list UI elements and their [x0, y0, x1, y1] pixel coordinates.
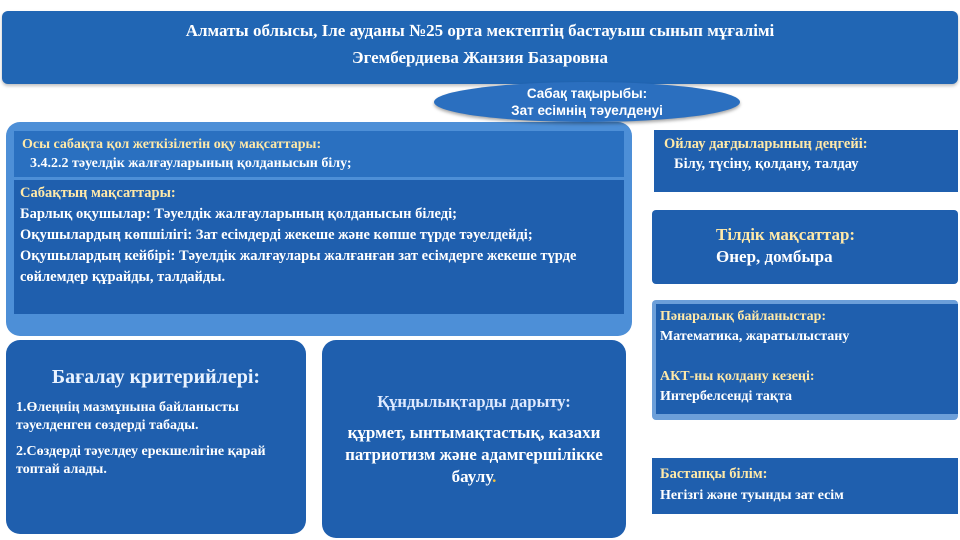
topic-label: Сабақ тақырыбы:: [526, 86, 648, 101]
language-objectives-box: [652, 210, 958, 284]
cross-curricular-box: [656, 304, 958, 414]
topic-value: Зат есімнің тәуелденуі: [511, 103, 663, 118]
values-period: .: [492, 467, 497, 486]
ict-title: АКТ-ны қолдану кезеңі:: [660, 369, 815, 384]
lesson-objective-most: Оқушылардың көпшілігі: Зат есімдерді жекеше және көпше түрде тәуелдейді;: [20, 227, 533, 243]
values-box: [322, 340, 626, 538]
language-objectives-title: Тілдік мақсаттар:: [716, 225, 856, 244]
header-line-2: Эгембердиева Жанзия Базаровна: [352, 48, 608, 67]
assessment-item-2: 2.Сөздерді тәуелдеу ерекшелігіне қарай топтай алады.: [16, 444, 266, 477]
assessment-title: Бағалау критерийлері:: [51, 366, 261, 388]
prior-knowledge-box: [652, 458, 958, 514]
prior-knowledge-title: Бастапқы білім:: [660, 466, 768, 482]
thinking-skills-value: Білу, түсіну, қолдану, талдау: [674, 156, 859, 172]
learning-objectives-title: Осы сабақта қол жеткізілетін оқу мақсаттары:: [22, 137, 322, 152]
values-text: [336, 422, 612, 488]
thinking-skills-box: [654, 130, 958, 192]
assessment-item-1: 1.Өлеңнің мазмұнына байланысты тәуелденген сөздерді табады.: [16, 400, 239, 433]
lesson-objective-some: Оқушылардың кейбірі: Тәуелдік жалғаулары жалғанған зат есімдерге жекеше түрде сөйлемдер құрайды, талдайды.: [20, 248, 577, 285]
header-line-1: Алматы облысы, Іле ауданы №25 орта мектептің бастауыш сынып мұғалімі: [185, 21, 775, 40]
thinking-skills-title: Ойлау дағдыларының деңгейі:: [664, 136, 868, 152]
values-title: Құндылықтарды дарыту:: [377, 392, 571, 411]
ict-value: Интербелсенді тақта: [660, 389, 793, 404]
header-banner: [2, 11, 958, 84]
learning-objectives-box: [14, 131, 624, 177]
lesson-objective-all: Барлық оқушылар: Тәуелдік жалғауларының қолданысын біледі;: [20, 206, 457, 222]
cross-curricular-value: Математика, жаратылыстану: [660, 329, 850, 344]
values-body: құрмет, ынтымақтастық, казахи патриотизм және адамгершілікке баулу: [345, 423, 603, 486]
prior-knowledge-value: Негізгі және туынды зат есім: [660, 488, 844, 503]
topic-badge: [434, 82, 740, 122]
cross-curricular-title: Пәнаралық байланыстар:: [660, 309, 827, 324]
assessment-criteria-box: [6, 340, 306, 534]
lesson-objectives-box: [14, 180, 624, 314]
lesson-objectives-title: Сабақтың мақсаттары:: [20, 185, 176, 201]
learning-objectives-value: 3.4.2.2 тәуелдік жалғауларының қолданысын білу;: [30, 156, 352, 171]
language-objectives-value: Өнер, домбыра: [716, 247, 833, 266]
